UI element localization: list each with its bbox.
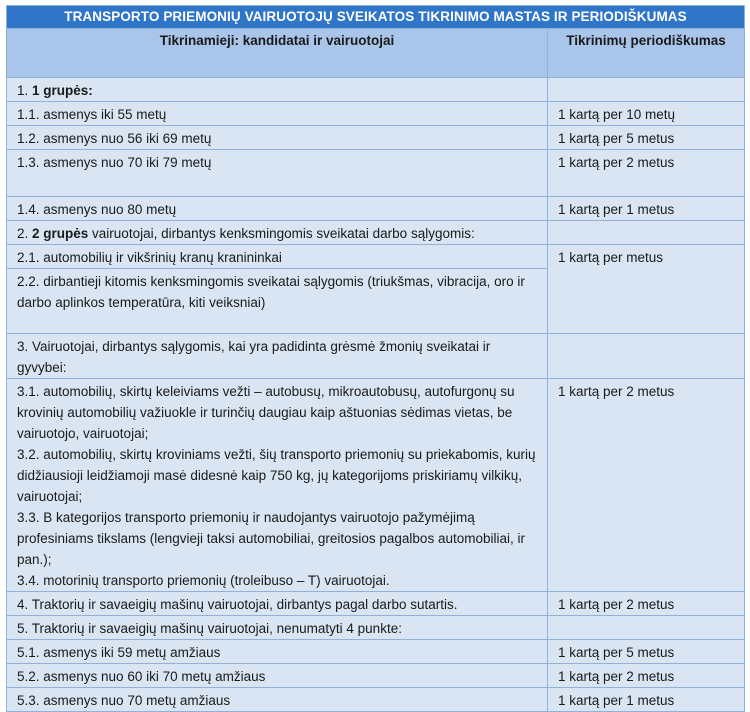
group-3-blank	[548, 334, 745, 379]
row-1-3-period: 1 kartą per 2 metus	[548, 150, 745, 197]
row-2-2: 2.2. dirbantieji kitomis kenksmingomis sveikatai sąlygomis (triukšmas, vibracija, oro ir darbo aplinkos temperatūra, kiti veiksniai)	[7, 269, 548, 334]
group-5-row	[7, 616, 745, 640]
row-3-items	[7, 379, 548, 592]
row-3-3: 3.3. B kategorijos transporto priemonių ir naudojantys vairuotojo pažymėjimą profesiniams tikslams (lengvieji taksi automobiliai, greitosios pagalbos automobiliai, ir pan.);	[17, 510, 525, 567]
table-row	[7, 197, 745, 221]
table-row	[7, 688, 745, 712]
row-1-2-period: 1 kartą per 5 metus	[548, 126, 745, 150]
group-1-blank	[548, 78, 745, 102]
table-row	[7, 592, 745, 616]
group-5-label: 5. Traktorių ir savaeigių mašinų vairuotojai, nenumatyti 4 punkte:	[7, 616, 548, 640]
row-3-1: 3.1. automobilių, skirtų keleiviams vežti – autobusų, mikroautobusų, autofurgonų su krovinių automobilių važiuokle ir turinčių daugiau kaip aštuonias sėdimas vietas, be vairuotojo, vairuotojai;	[17, 384, 515, 441]
row-3-period: 1 kartą per 2 metus	[548, 379, 745, 592]
row-5-2: 5.2. asmenys nuo 60 iki 70 metų amžiaus	[7, 664, 548, 688]
row-5-3-period: 1 kartą per 1 metus	[548, 688, 745, 712]
group-2-blank	[548, 221, 745, 245]
table-row	[7, 640, 745, 664]
group-3-label: 3. Vairuotojai, dirbantys sąlygomis, kai yra padidinta grėsmė žmonių sveikatai ir gyvybei:	[7, 334, 548, 379]
row-1-3: 1.3. asmenys nuo 70 iki 79 metų	[7, 150, 548, 197]
header-periodicity: Tikrinimų periodiškumas	[548, 29, 745, 78]
row-1-2: 1.2. asmenys nuo 56 iki 69 metų	[7, 126, 548, 150]
row-1-1-period: 1 kartą per 10 metų	[548, 102, 745, 126]
row-1-1: 1.1. asmenys iki 55 metų	[7, 102, 548, 126]
row-4-period: 1 kartą per 2 metus	[548, 592, 745, 616]
row-1-4: 1.4. asmenys nuo 80 metų	[7, 197, 548, 221]
row-2-period: 1 kartą per metus	[548, 245, 745, 334]
row-1-4-period: 1 kartą per 1 metus	[548, 197, 745, 221]
header-examinees: Tikrinamieji: kandidatai ir vairuotojai	[7, 29, 548, 78]
row-3-2: 3.2. automobilių, skirtų kroviniams vežti, šių transporto priemonių su priekabomis, kurių didžiausioji leidžiamoji masė didesnė kaip 750 kg, jų kategorijoms priskiriamų vilkikų, vairuotojai;	[17, 447, 536, 504]
row-5-3: 5.3. asmenys nuo 70 metų amžiaus	[7, 688, 548, 712]
group-2-row	[7, 221, 745, 245]
group-2-label: 2. 2 grupės vairuotojai, dirbantys kenksmingomis sveikatai darbo sąlygomis:	[7, 221, 548, 245]
row-3-4: 3.4. motorinių transporto priemonių (troleibuso – T) vairuotojai.	[17, 573, 390, 588]
table-title: TRANSPORTO PRIEMONIŲ VAIRUOTOJŲ SVEIKATOS TIKRINIMO MASTAS IR PERIODIŠKUMAS	[7, 6, 745, 29]
table-row	[7, 126, 745, 150]
table-row	[7, 245, 745, 269]
row-5-1-period: 1 kartą per 5 metus	[548, 640, 745, 664]
group-1-label: 1. 1 grupės:	[7, 78, 548, 102]
group-3-row	[7, 334, 745, 379]
table-header-row	[7, 29, 745, 78]
row-5-2-period: 1 kartą per 2 metus	[548, 664, 745, 688]
group-5-blank	[548, 616, 745, 640]
row-4: 4. Traktorių ir savaeigių mašinų vairuotojai, dirbantys pagal darbo sutartis.	[7, 592, 548, 616]
group-1-row	[7, 78, 745, 102]
row-5-1: 5.1. asmenys iki 59 metų amžiaus	[7, 640, 548, 664]
table-title-row	[7, 6, 745, 29]
row-2-1: 2.1. automobilių ir vikšrinių kranų kranininkai	[7, 245, 548, 269]
health-check-table	[6, 5, 745, 712]
table-row	[7, 102, 745, 126]
table-row	[7, 379, 745, 592]
table-row	[7, 150, 745, 197]
